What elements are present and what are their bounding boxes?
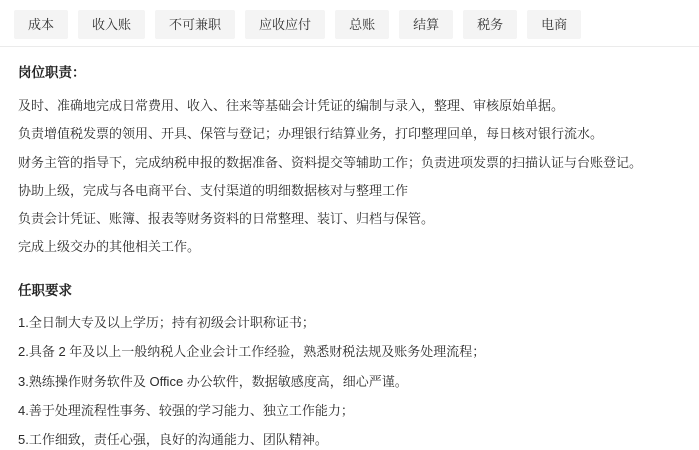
tag-chip[interactable]: 应收应付 [245, 10, 325, 39]
tag-chip[interactable]: 结算 [399, 10, 453, 39]
tag-list [0, 0, 699, 38]
tag-chip[interactable]: 成本 [14, 10, 68, 39]
tag-chip[interactable]: 收入账 [78, 10, 145, 39]
requirement-item: 4.善于处理流程性事务、较强的学习能力、独立工作能力； [18, 402, 354, 418]
requirement-item: 5.工作细致，责任心强，良好的沟通能力、团队精神。 [18, 431, 328, 447]
requirement-item: 3.熟练操作财务软件及 Office 办公软件，数据敏感度高，细心严谨。 [18, 373, 408, 389]
tag-chip[interactable]: 电商 [527, 10, 581, 39]
tag-chip[interactable]: 税务 [463, 10, 517, 39]
tag-chip[interactable]: 不可兼职 [155, 10, 235, 39]
duty-item: 负责增值税发票的领用、开具、保管与登记；办理银行结算业务，打印整理回单，每日核对银行流水。 [18, 126, 604, 142]
tag-chip[interactable]: 总账 [335, 10, 389, 39]
requirement-item: 2.具备 2 年及以上一般纳税人企业会计工作经验，熟悉财税法规及账务处理流程； [18, 344, 486, 360]
duty-item: 完成上级交办的其他相关工作。 [18, 238, 201, 254]
duties-title: 岗位职责： [18, 65, 86, 80]
duty-item: 财务主管的指导下，完成纳税申报的数据准备、资料提交等辅助工作；负责进项发票的扫描认证与台账登记。 [18, 154, 643, 170]
requirement-item: 1.全日制大专及以上学历；持有初级会计职称证书； [18, 315, 315, 331]
duty-item: 协助上级，完成与各电商平台、支付渠道的明细数据核对与整理工作 [18, 182, 409, 198]
job-content [0, 47, 699, 450]
section-spacer [18, 265, 681, 281]
duty-item: 及时、准确地完成日常费用、收入、往来等基础会计凭证的编制与录入，整理、审核原始单据。 [18, 98, 565, 114]
duty-item: 负责会计凭证、账簿、报表等财务资料的日常整理、装订、归档与保管。 [18, 210, 435, 226]
requirements-title: 任职要求 [18, 283, 72, 299]
